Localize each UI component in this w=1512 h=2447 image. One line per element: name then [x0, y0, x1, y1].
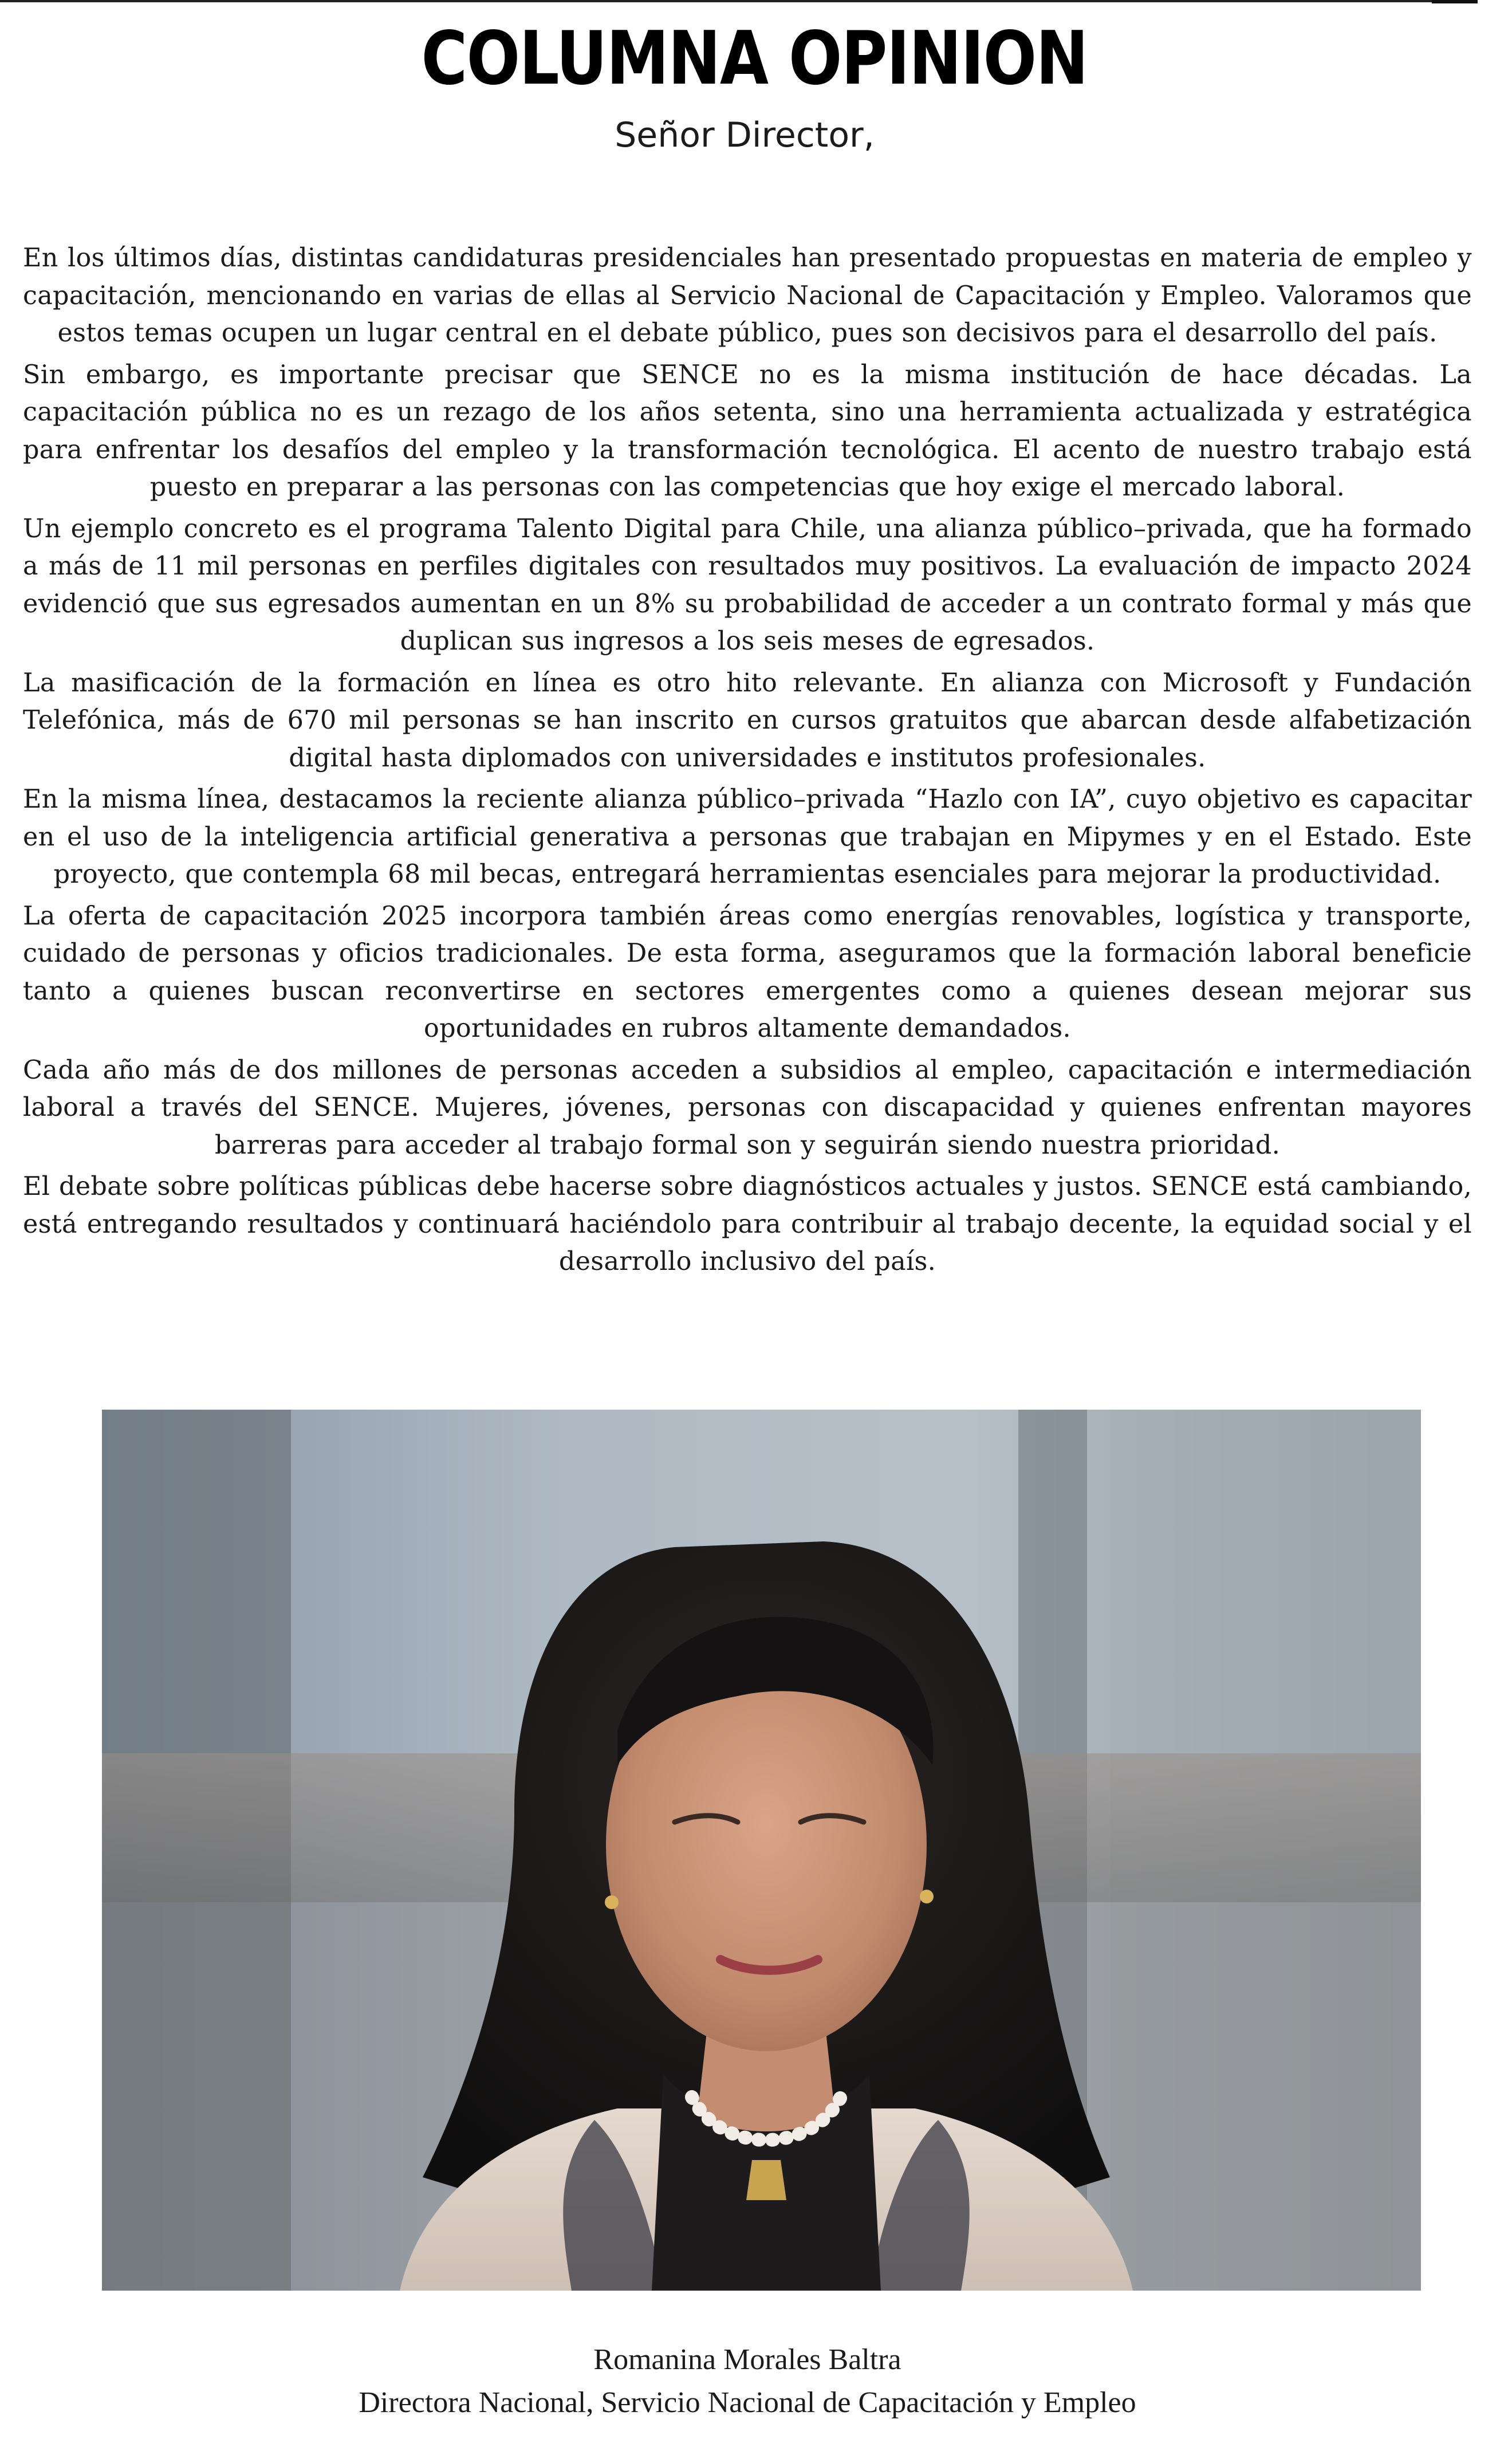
article-paragraph: En la misma línea, destacamos la reciente alianza público–privada “Hazlo con IA”, cuyo objetivo es capacitar en el uso de la inteligencia artificial generativa a personas que trabajan en Mipymes y en el Estado. Este proyecto, que contempla 68 mil becas, entregará herramientas esenciales para mejorar la productividad. [23, 785, 1472, 889]
article-paragraph: En los últimos días, distintas candidaturas presidenciales han presentado propuestas en materia de empleo y capacitación, mencionando en varias de ellas al Servicio Nacional de Capacitación y Empleo. Valoramos que estos temas ocupen un lugar central en el debate público, pues son decisivos para el desarrollo del país. [23, 243, 1472, 348]
top-rule-accent [1432, 0, 1478, 3]
article-paragraph: Un ejemplo concreto es el programa Talento Digital para Chile, una alianza público–privada, que ha formado a más de 11 mil personas en perfiles digitales con resultados muy positivos. La evaluación de impacto 2024 evidenció que sus egresados aumentan en un 8% su probabilidad de acceder a un contrato formal y más que duplican sus ingresos a los seis meses de egresados. [23, 514, 1472, 656]
page-title: COLUMNA OPINION [421, 16, 1088, 101]
article-paragraph: Sin embargo, es importante precisar que SENCE no es la misma institución de hace décadas. La capacitación pública no es un rezago de los años setenta, sino una herramienta actualizada y estratégica para enfrentar los desafíos del empleo y la transformación tecnológica. El acento de nuestro trabajo está puesto en preparar a las personas con las competencias que hoy exige el mercado laboral. [23, 360, 1472, 502]
top-rule [0, 0, 1478, 2]
article-paragraph: Cada año más de dos millones de personas acceden a subsidios al empleo, capacitación e intermediación laboral a través del SENCE. Mujeres, jóvenes, personas con discapacidad y quienes enfrentan mayores barreras para acceder al trabajo formal son y seguirán siendo nuestra prioridad. [23, 1055, 1472, 1160]
article-paragraph: El debate sobre políticas públicas debe hacerse sobre diagnósticos actuales y justos. SENCE está cambiando, está entregando resultados y continuará haciéndolo para contribuir al trabajo decente, la equidad social y el desarrollo inclusivo del país. [23, 1172, 1472, 1276]
article-paragraph: La masificación de la formación en línea es otro hito relevante. En alianza con Microsoft y Fundación Telefónica, más de 670 mil personas se han inscrito en cursos gratuitos que abarcan desde alfabetización digital hasta diplomados con universidades e institutos profesionales. [23, 668, 1472, 773]
author-role: Directora Nacional, Servicio Nacional de Capacitación y Empleo [359, 2386, 1136, 2419]
author-name: Romanina Morales Baltra [593, 2343, 901, 2376]
article-body [23, 239, 1472, 1285]
article-paragraph: La oferta de capacitación 2025 incorpora también áreas como energías renovables, logística y transporte, cuidado de personas y oficios tradicionales. De esta forma, aseguramos que la formación laboral beneficie tanto a quienes buscan reconvertirse en sectores emergentes como a quienes desean mejorar sus oportunidades en rubros altamente demandados. [23, 901, 1472, 1043]
salutation: Señor Director, [615, 115, 875, 155]
author-portrait-photo [102, 1410, 1421, 2291]
